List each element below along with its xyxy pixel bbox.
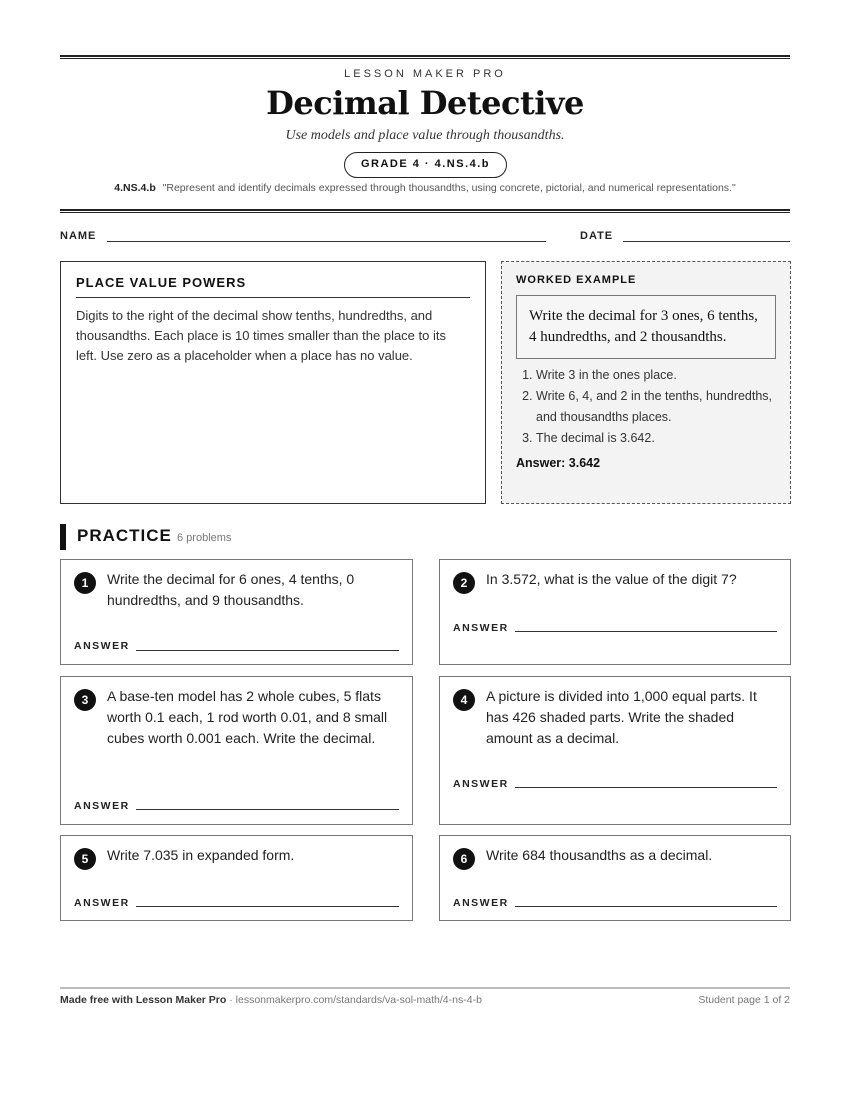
answer-field[interactable] [515, 631, 777, 632]
standard-description [0, 182, 850, 194]
worked-example-prompt: Write the decimal for 3 ones, 6 tenths, 4 hundredths, and 2 thousandths. [516, 295, 776, 359]
footer-made-with: Made free with Lesson Maker Pro [60, 994, 227, 1006]
problem-text: Write the decimal for 6 ones, 4 tenths, 0 hundredths, and 9 thousandths. [107, 571, 355, 608]
answer-field[interactable] [515, 787, 777, 788]
problem-number: 2 [453, 572, 475, 594]
worked-example-heading: WORKED EXAMPLE [516, 274, 637, 286]
date-label: DATE [580, 230, 614, 242]
footer-page-number: Student page 1 of 2 [698, 994, 790, 1006]
name-date-row [60, 230, 790, 246]
worked-example-panel [501, 261, 791, 504]
problem-number: 1 [74, 572, 96, 594]
footer-credit [60, 994, 482, 1006]
worked-example-step: 1. Write 3 in the ones place. [536, 365, 776, 386]
answer-label: ANSWER [453, 622, 509, 634]
header-bottom-rule [60, 209, 790, 213]
place-value-heading: PLACE VALUE POWERS [76, 275, 470, 298]
answer-field[interactable] [136, 650, 399, 651]
place-value-panel [60, 261, 486, 504]
worksheet-title: Decimal Detective [266, 84, 584, 122]
problem-number: 6 [453, 848, 475, 870]
answer-label: ANSWER [74, 897, 130, 909]
answer-field[interactable] [515, 906, 777, 907]
answer-label: ANSWER [74, 800, 130, 812]
problem-card-4 [439, 676, 791, 825]
worked-example-step: 2. Write 6, 4, and 2 in the tenths, hundredths, and thousandths places. [536, 386, 776, 428]
problem-card-5 [60, 835, 413, 921]
problem-card-6 [439, 835, 791, 921]
place-value-body: Digits to the right of the decimal show tenths, hundredths, and thousandths. Each place is 10 times smaller than the place to its left. Use zero as a placeholder when a place has no value. [76, 308, 446, 363]
answer-field[interactable] [136, 906, 399, 907]
problem-text: A picture is divided into 1,000 equal parts. It has 426 shaded parts. Write the shaded amount as a decimal. [486, 688, 757, 746]
header-top-rule [60, 55, 790, 59]
problem-number: 5 [74, 848, 96, 870]
worked-example-answer: Answer: 3.642 [516, 456, 601, 470]
brand-name: LESSON MAKER PRO [344, 68, 506, 80]
answer-label: ANSWER [74, 640, 130, 652]
date-field[interactable] [623, 241, 790, 242]
problem-card-2 [439, 559, 791, 665]
name-label: NAME [60, 230, 97, 242]
worked-example-steps [516, 365, 776, 449]
problem-card-1 [60, 559, 413, 665]
grade-standard-badge: GRADE 4 · 4.NS.4.b [344, 152, 507, 178]
worksheet-subtitle: Use models and place value through thousandths. [285, 128, 565, 143]
worked-example-step: 3. The decimal is 3.642. [536, 428, 776, 449]
footer-rule [60, 987, 790, 989]
problem-number: 4 [453, 689, 475, 711]
standard-code: 4.NS.4.b [114, 182, 156, 194]
practice-accent-bar [60, 524, 66, 550]
problem-text: A base-ten model has 2 whole cubes, 5 flats worth 0.1 each, 1 rod worth 0.01, and 8 small cubes worth 0.001 each. Write the decimal. [107, 688, 388, 746]
footer-url[interactable]: · lessonmakerpro.com/standards/va-sol-math/4-ns-4-b [226, 994, 482, 1006]
name-field[interactable] [107, 241, 546, 242]
answer-label: ANSWER [453, 778, 509, 790]
answer-field[interactable] [136, 809, 399, 810]
answer-label: ANSWER [453, 897, 509, 909]
standard-text: "Represent and identify decimals expressed through thousandths, using concrete, pictorial, and numerical representations." [162, 182, 736, 194]
problem-text: Write 7.035 in expanded form. [107, 847, 295, 863]
practice-count: 6 problems [177, 532, 232, 544]
problem-card-3 [60, 676, 413, 825]
problem-number: 3 [74, 689, 96, 711]
problem-text: Write 684 thousandths as a decimal. [486, 847, 713, 863]
practice-heading: PRACTICE [77, 526, 172, 545]
problem-text: In 3.572, what is the value of the digit 7? [486, 571, 737, 587]
